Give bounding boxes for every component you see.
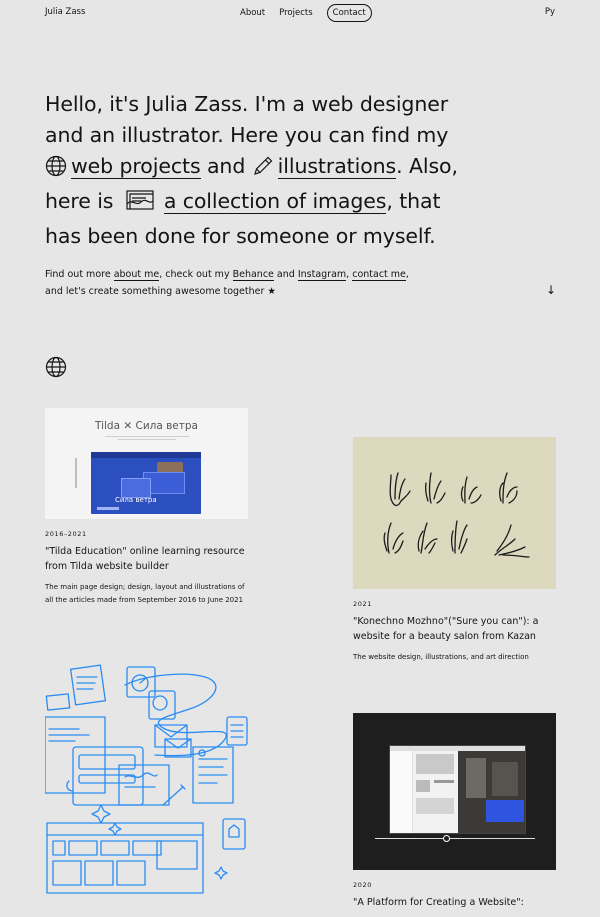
video-caption: Сила ветра [115, 496, 157, 504]
project-thumbnail[interactable] [45, 408, 248, 519]
project-description: The main page design; design, layout and illustrations of all the articles made from September 2016 to June 2021 [45, 583, 245, 604]
hero-and: and [206, 154, 246, 178]
thumb-title: Tilda ✕ Сила ветра [94, 420, 198, 432]
project-year: 2020 [353, 881, 372, 889]
web-projects-link[interactable]: web projects [71, 154, 201, 178]
web-projects-section-icon [45, 356, 67, 382]
intro-paragraph [45, 266, 545, 300]
collection-link[interactable]: a collection of images [163, 189, 387, 213]
contact-me-link[interactable]: contact me [352, 269, 406, 280]
thumb-subtitle-lines [105, 436, 189, 442]
project-description: The website design, illustrations, and art direction [353, 653, 529, 661]
intro-text: and let's create something awesome together ★ [45, 286, 276, 297]
hero-text [45, 89, 465, 252]
project-card-platform[interactable] [353, 713, 556, 917]
website-screenshot [389, 745, 526, 834]
project-thumbnail[interactable] [353, 437, 556, 589]
project-card-tilda[interactable] [45, 408, 248, 607]
hero-end: , that has been done for someone or myself. [45, 189, 441, 248]
project-card-illustration[interactable] [45, 655, 248, 911]
scroll-down-arrow-icon[interactable]: ↓ [546, 283, 557, 297]
site-header [0, 0, 600, 26]
video-player-image [91, 452, 201, 514]
illustrations-link[interactable]: illustrations [277, 154, 397, 178]
behance-link[interactable]: Behance [232, 269, 274, 280]
intro-text: , check out my [159, 269, 230, 280]
project-year: 2016–2021 [45, 530, 87, 538]
image-collection-icon [126, 190, 156, 221]
intro-text: and [276, 269, 295, 280]
nav-projects[interactable]: Projects [279, 8, 313, 18]
main-nav [240, 4, 372, 22]
intro-text: , [346, 269, 350, 280]
intro-text: , [405, 269, 409, 280]
project-card-konechno-mozhno[interactable] [353, 437, 556, 664]
nav-contact-button[interactable]: Contact [327, 4, 372, 22]
progress-slider[interactable] [375, 838, 535, 839]
brand-name[interactable]: Julia Zass [45, 7, 86, 17]
project-thumbnail[interactable] [353, 713, 556, 870]
hero-also: . Also, here is [45, 154, 458, 213]
project-title[interactable]: "Tilda Education" online learning resource from Tilda website builder [45, 546, 245, 572]
web-workflow-illustration [45, 655, 248, 900]
thumb-side-label [75, 458, 77, 488]
project-year: 2021 [353, 600, 372, 608]
globe-icon [45, 155, 67, 186]
intro-text: Find out more [45, 269, 111, 280]
project-title[interactable]: "Konechno Mozhno"("Sure you can"): a website for a beauty salon from Kazan [353, 616, 539, 642]
instagram-link[interactable]: Instagram [297, 269, 347, 280]
project-title[interactable]: "A Platform for Creating a Website": [353, 897, 524, 908]
language-switch[interactable]: Ру [544, 7, 555, 17]
hand-gestures-illustration [353, 437, 556, 589]
hero-intro: Hello, it's Julia Zass. I'm a web designer and an illustrator. Here you can find my [45, 92, 449, 147]
pencil-icon [252, 155, 274, 186]
project-thumbnail[interactable] [45, 655, 248, 900]
about-me-link[interactable]: about me [113, 269, 160, 280]
nav-about[interactable]: About [240, 8, 266, 18]
